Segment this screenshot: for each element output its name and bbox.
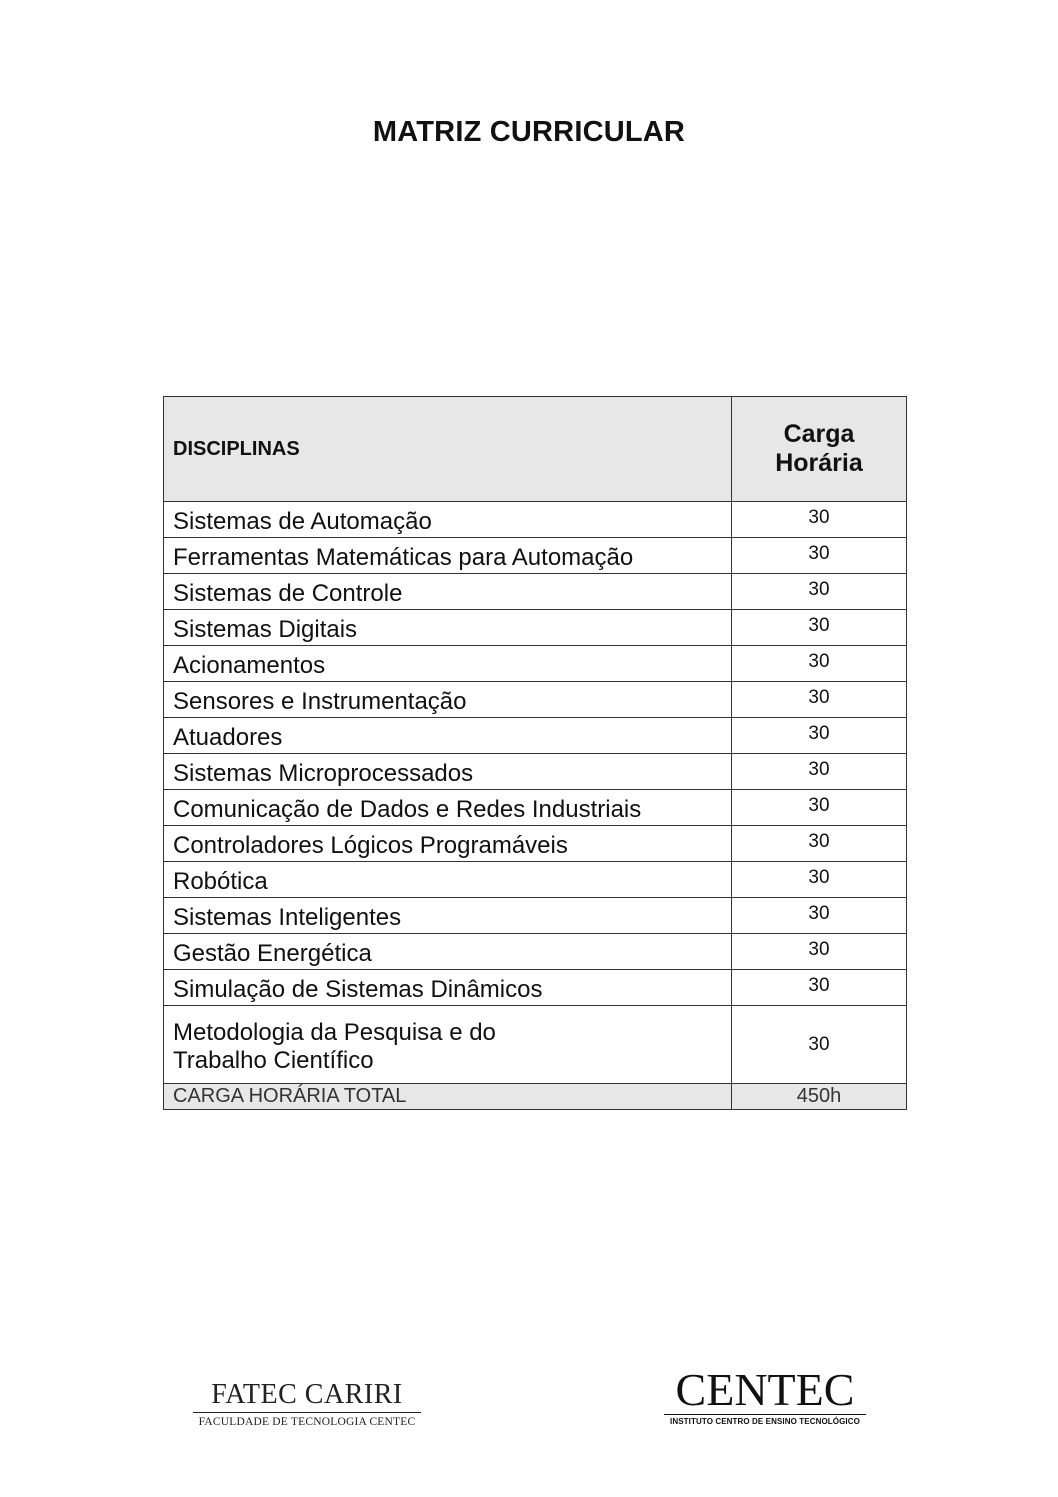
discipline-name: Sistemas de Automação: [164, 502, 732, 538]
table-row: [164, 934, 907, 970]
discipline-hours: 30: [732, 862, 907, 898]
table-row: [164, 826, 907, 862]
table-header-row: [164, 397, 907, 502]
discipline-hours: 30: [732, 538, 907, 574]
table-row: [164, 502, 907, 538]
discipline-name-line: Trabalho Científico: [173, 1046, 374, 1074]
discipline-hours: 30: [732, 1006, 907, 1084]
curriculum-table: [163, 396, 907, 1110]
total-label: CARGA HORÁRIA TOTAL: [164, 1084, 732, 1110]
page-title: MATRIZ CURRICULAR: [372, 116, 686, 148]
table-row: [164, 790, 907, 826]
discipline-name: Atuadores: [164, 718, 732, 754]
discipline-hours: 30: [732, 574, 907, 610]
discipline-name: Robótica: [164, 862, 732, 898]
discipline-hours: 30: [732, 934, 907, 970]
discipline-name: Sistemas Inteligentes: [164, 898, 732, 934]
discipline-hours: 30: [732, 898, 907, 934]
discipline-name-line: Metodologia da Pesquisa e do: [173, 1018, 496, 1046]
header-carga-horaria: [732, 397, 907, 502]
total-row: [164, 1084, 907, 1110]
table-row: [164, 646, 907, 682]
discipline-hours: 30: [732, 610, 907, 646]
header-horaria: Horária: [775, 449, 863, 477]
centec-logo: [664, 1366, 866, 1426]
total-value: 450h: [732, 1084, 907, 1110]
discipline-name: Comunicação de Dados e Redes Industriais: [164, 790, 732, 826]
fatec-cariri-logo: [193, 1380, 421, 1428]
discipline-name: Sensores e Instrumentação: [164, 682, 732, 718]
discipline-name: Simulação de Sistemas Dinâmicos: [164, 970, 732, 1006]
header-disciplinas: DISCIPLINAS: [164, 397, 732, 502]
table-row: [164, 862, 907, 898]
header-carga: Carga: [783, 420, 855, 448]
table-row: [164, 574, 907, 610]
table-row: [164, 610, 907, 646]
discipline-hours: 30: [732, 646, 907, 682]
discipline-hours: 30: [732, 502, 907, 538]
table-row: [164, 1006, 907, 1084]
fatec-logo-subtitle: FACULDADE DE TECNOLOGIA CENTEC: [198, 1416, 416, 1428]
discipline-name: Ferramentas Matemáticas para Automação: [164, 538, 732, 574]
table-row: [164, 970, 907, 1006]
discipline-hours: 30: [732, 682, 907, 718]
table-row: [164, 682, 907, 718]
table-row: [164, 754, 907, 790]
discipline-hours: 30: [732, 790, 907, 826]
discipline-hours: 30: [732, 970, 907, 1006]
discipline-hours: 30: [732, 826, 907, 862]
table-row: [164, 718, 907, 754]
discipline-name: Sistemas Microprocessados: [164, 754, 732, 790]
centec-logo-name: CENTEC: [675, 1364, 855, 1415]
discipline-name: Controladores Lógicos Programáveis: [164, 826, 732, 862]
discipline-hours: 30: [732, 754, 907, 790]
centec-logo-subtitle: INSTITUTO CENTRO DE ENSINO TECNOLÓGICO: [664, 1414, 866, 1426]
table-row: [164, 898, 907, 934]
fatec-logo-name: FATEC CARIRI: [193, 1380, 421, 1413]
discipline-name: Acionamentos: [164, 646, 732, 682]
discipline-name: Sistemas de Controle: [164, 574, 732, 610]
discipline-hours: 30: [732, 718, 907, 754]
discipline-name: Gestão Energética: [164, 934, 732, 970]
discipline-name: Sistemas Digitais: [164, 610, 732, 646]
discipline-name: [164, 1006, 732, 1084]
table-row: [164, 538, 907, 574]
